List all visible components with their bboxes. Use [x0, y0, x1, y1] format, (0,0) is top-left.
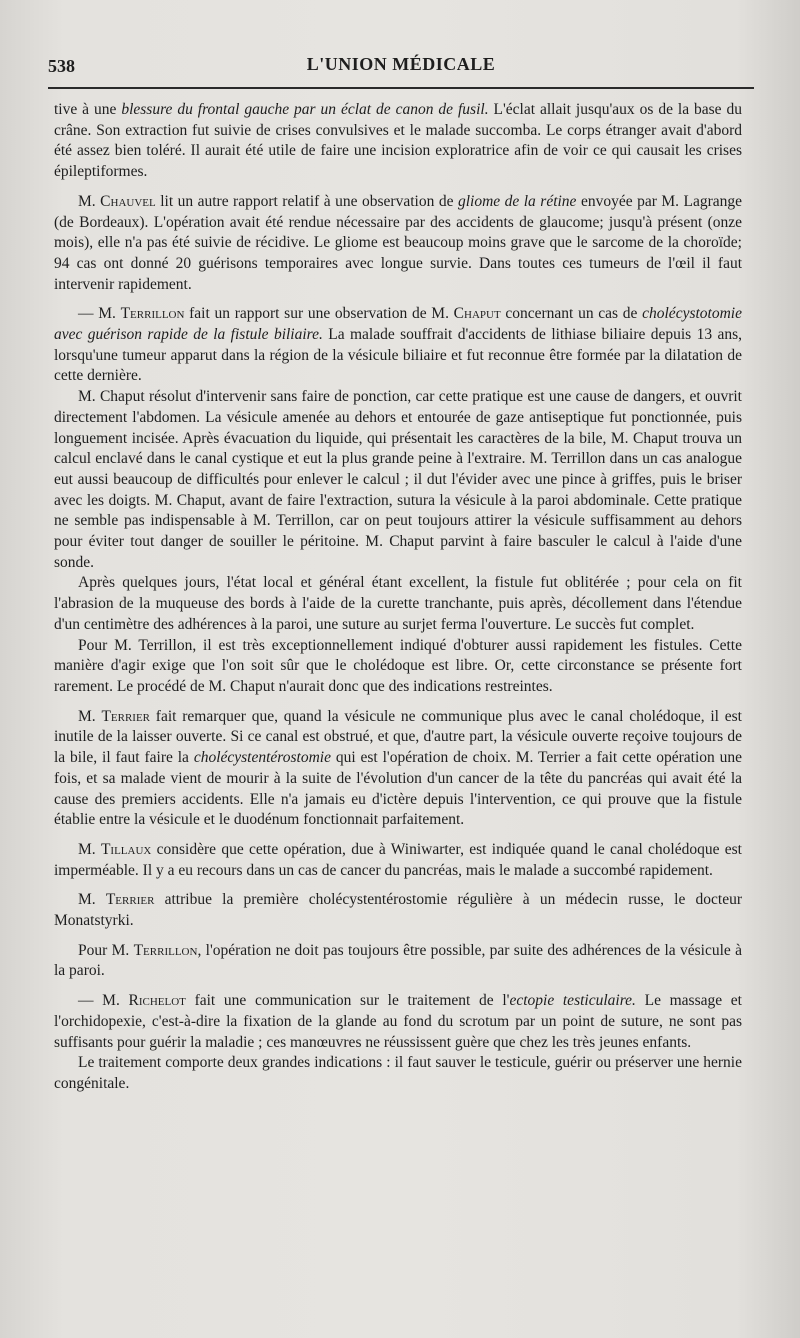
text-run: Le massage et l'orchidopexie, c'est-à-dire la fixation de la glande au fond du scrotum par un point de suture, ne sont pas suffisants pour guérir la maladie ; ces manœuvres ne réussissent guère que chez les très jeunes enfants.: [54, 992, 742, 1051]
text-run: — M.: [78, 305, 121, 323]
text-run: L'éclat allait jusqu'aux os de la base du crâne. Son extraction fut suivie de crises convulsives et le malade succomba. Le corps étranger avait d'abord été assez bien toléré. Il aurait été utile de faire une incision exploratrice afin de voir ce qui causait les crises épileptiformes.: [54, 101, 742, 181]
text-run: lit un autre rapport relatif à une observation de: [155, 192, 458, 210]
text-run: tive à une: [54, 101, 122, 118]
italic-text: cholécystotomie avec guérison rapide de la fistule biliaire.: [54, 305, 742, 344]
italic-text: cholécystentérostomie: [193, 749, 331, 767]
text-run: fait remarquer que, quand la vésicule ne communique plus avec le canal cholédoque, il est inutile de la laisser ouverte. Si ce canal est obstrué, et que, d'autre part, la vésicule ouverte reçoive toujours de la bile, il faut faire la: [54, 707, 742, 767]
text-run: fait un rapport sur une observation de M.: [184, 305, 454, 323]
text-run: fait une communication sur le traitement de l': [185, 992, 510, 1010]
article-body: [54, 100, 742, 1095]
text-run: — M.: [78, 992, 129, 1010]
paragraph: [54, 192, 742, 296]
paragraph: [54, 387, 742, 573]
italic-text: blessure du frontal gauche par un éclat de canon de fusil.: [121, 101, 489, 118]
text-run: attribue la première cholécystentérostomie régulière à un médecin russe, le docteur Monatstyrki.: [54, 891, 742, 930]
text-run: , l'opération ne doit pas toujours être possible, par suite des adhérences de la vésicule à la paroi.: [54, 941, 742, 980]
paragraph: [54, 573, 742, 635]
paragraph: [54, 840, 742, 881]
paragraph: [54, 707, 742, 831]
running-header: [48, 54, 754, 80]
paragraph: [54, 941, 742, 982]
text-run: considère que cette opération, due à Winiwarter, est indiquée quand le canal cholédoque est imperméable. Il y a eu recours dans un cas de cancer du pancréas, mais le malade a succombé rapidement.: [54, 840, 742, 879]
text-run: concernant un cas de: [500, 305, 643, 323]
text-run: M.: [78, 840, 101, 858]
author-name: Terrier: [105, 891, 155, 909]
author-name: Richelot: [128, 992, 186, 1010]
paragraph: [54, 991, 742, 1053]
paragraph: [54, 1053, 742, 1094]
text-run: envoyée par M. Lagrange (de Bordeaux). L'opération avait été rendue nécessaire par des accidents de glaucome; jusqu'à présent (onze mois), elle n'a pas été suivie de récidive. Le gliome est beaucoup moins grave que le sarcome de la choroïde; 94 cas ont donné 20 guérisons temporaires avec longue survie. Dans toutes ces tumeurs de l'œil il faut intervenir rapidement.: [54, 192, 743, 293]
text-run: M. Chaput résolut d'intervenir sans faire de ponction, car cette pratique est une cause de dangers, et ouvrit directement l'abdomen. La vésicule amenée au dehors et entourée de gaze antiseptique fut ponctionnée, puis longuement incisée. Après évacuation du liquide, qui présentait les caractères de la bile, M. Chaput trouva un calcul enclavé dans le canal cystique et eut la plus grande peine à l'extraire. M. Terrillon dans un cas analogue eut aussi beaucoup de difficultés pour enlever le calcul ; il dut l'évider avec une pince à griffes, puis le briser avec les doigts. M. Chaput, avant de faire l'extraction, sutura la vésicule à la paroi abdominale. Cette pratique ne semble pas indispensable à M. Terrillon, car on peut toujours attirer la vésicule suffisamment au dehors pour éviter tout danger de souiller le péritoine. M. Chaput parvint à faire basculer le calcul à l'aide d'une sonde.: [54, 388, 742, 571]
italic-text: gliome de la rétine: [457, 192, 577, 210]
author-name: Terrillon: [133, 941, 198, 959]
header-rule: [48, 87, 754, 89]
paragraph: [54, 890, 742, 931]
italic-text: ectopie testiculaire.: [509, 992, 636, 1010]
author-name: Chaput: [453, 305, 501, 323]
text-run: Après quelques jours, l'état local et général étant excellent, la fistule fut oblitérée ; pour cela on fit l'abrasion de la muqueuse des bords à l'aide de la curette tranchante, puis après, décollement dans l'étendue d'un centimètre des adhérences à la paroi, une suture au surjet ferma l'ouverture. Le succès fut complet.: [54, 574, 742, 633]
author-name: Terrillon: [120, 305, 185, 323]
text-run: M.: [78, 192, 101, 210]
text-run: M.: [78, 707, 102, 725]
author-name: Tillaux: [100, 840, 152, 858]
text-run: La malade souffrait d'accidents de lithiase biliaire depuis 13 ans, lorsqu'une tumeur apparut dans la région de la vésicule biliaire et fut reconnue être formée par la dilatation de cette dernière.: [54, 326, 742, 385]
paragraph: [54, 304, 742, 387]
journal-title: L'UNION MÉDICALE: [306, 54, 496, 74]
text-run: qui est l'opération de choix. M. Terrier a fait cette opération une fois, et sa malade vient de mourir à la suite de l'évolution d'un cancer de la tête du pancréas qui avait été la cause des premiers accidents. Elle n'a jamais eu d'ictère depuis l'intervention, ce qui prouve que la fistule établie entre la vésicule et le duodénum fonctionnait parfaitement.: [54, 749, 742, 829]
text-run: M.: [78, 891, 106, 909]
author-name: Chauvel: [100, 192, 156, 210]
text-run: Le traitement comporte deux grandes indications : il faut sauver le testicule, guérir ou préserver une hernie congénitale.: [54, 1054, 742, 1092]
text-run: Pour M. Terrillon, il est très exceptionnellement indiqué d'obturer aussi rapidement les fistules. Cette manière d'agir exige que l'on soit sûr que le cholédoque est libre. Or, cette circonstance se présente fort rarement. Le procédé de M. Chaput n'aurait donc que des indications restreintes.: [54, 636, 742, 695]
paragraph: [54, 100, 742, 183]
text-run: Pour M.: [78, 941, 134, 959]
paragraph: [54, 636, 742, 698]
page-number: 538: [48, 56, 75, 76]
author-name: Terrier: [101, 707, 151, 725]
